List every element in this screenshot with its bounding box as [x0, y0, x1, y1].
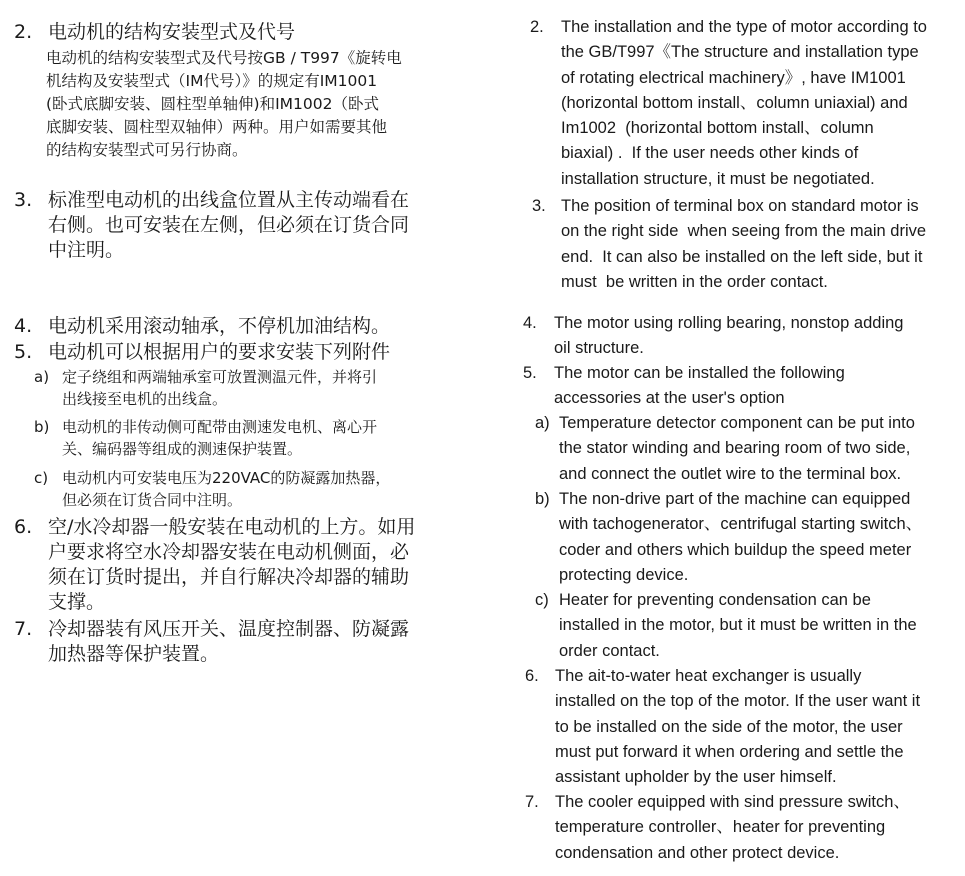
- en-item-5b-text: The non-drive part of the machine can equipped with tachogenerator、centrifugal starting switch、 coder and others which buildup the speed meter protecting device.: [559, 490, 923, 584]
- en-item-5a-letter: a): [535, 414, 550, 432]
- zh-item-5-text: 电动机可以根据用户的要求安装下列附件: [48, 341, 391, 363]
- zh-item-5b-letter: b): [34, 418, 50, 436]
- en-item-5a-text: Temperature detector component can be put into the stator winding and bearing room of two side, and connect the outlet wire to the terminal box.: [559, 414, 915, 483]
- zh-item-2-body-text: 电动机的结构安装型式及代号按GB / T997《旋转电 机结构及安装型式（IM代号）》的规定有IM1001 (卧式底脚安装、圆柱型单轴伸)和IM1002（卧式 底脚安装、圆柱型双轴伸）两种。用户如需要其他 的结构安装型式可另行协商。: [46, 49, 402, 159]
- zh-item-4-text: 电动机采用滚动轴承，不停机加油结构。: [48, 315, 391, 337]
- zh-item-2-number: 2.: [14, 21, 33, 43]
- en-item-4-text: The motor using rolling bearing, nonstop adding oil structure.: [554, 314, 904, 358]
- en-item-5b-letter: b): [535, 490, 550, 508]
- zh-item-2-title: 电动机的结构安装型式及代号: [48, 21, 296, 43]
- en-item-4-number: 4.: [523, 314, 537, 332]
- en-item-5c-letter: c): [535, 591, 549, 609]
- en-item-3-number: 3.: [532, 197, 546, 215]
- en-item-7-number: 7.: [525, 793, 539, 811]
- en-item-5-number: 5.: [523, 364, 537, 382]
- zh-item-7-number: 7.: [14, 618, 33, 640]
- en-item-6-number: 6.: [525, 667, 539, 685]
- zh-item-5c-text: 电动机内可安装电压为220VAC的防凝露加热器， 但必须在订货合同中注明。: [62, 469, 391, 509]
- en-item-3-text: The position of terminal box on standard motor is on the right side when seeing from the main drive end. It can also be installed on the left side, but it must be written in the order contact.: [561, 197, 927, 291]
- zh-item-5-number: 5.: [14, 341, 33, 363]
- zh-item-7-text: 冷却器装有风压开关、温度控制器、防凝露 加热器等保护装置。: [48, 618, 410, 665]
- en-item-6-text: The ait-to-water heat exchanger is usually installed on the top of the motor. If the user want it to be installed on the side of the motor, the user must put forward it when ordering and settle the assistant upholder by the user himself.: [555, 667, 921, 787]
- zh-item-5a-text: 定子绕组和两端轴承室可放置测温元件，并将引 出线接至电机的出线盒。: [62, 368, 378, 408]
- zh-item-5b-text: 电动机的非传动侧可配带由测速发电机、离心开 关、编码器等组成的测速保护装置。: [62, 418, 378, 458]
- en-item-2-number: 2.: [530, 18, 544, 36]
- zh-item-5c-letter: c): [34, 469, 49, 487]
- zh-item-3-text: 标准型电动机的出线盒位置从主传动端看在 右侧。也可安装在左侧，但必须在订货合同 中注明。: [48, 189, 410, 261]
- en-item-7-text: The cooler equipped with sind pressure switch、 temperature controller、heater for preventing condensation and other protect device.: [555, 793, 910, 862]
- en-item-5-text: The motor can be installed the following accessories at the user's option: [554, 364, 845, 408]
- zh-item-6-text: 空/水冷却器一般安装在电动机的上方。如用 户要求将空水冷却器安装在电动机侧面，必 须在订货时提出，并自行解决冷却器的辅助 支撑。: [48, 516, 416, 613]
- en-item-2-text: The installation and the type of motor according to the GB/T997《The structure and installation type of rotating electrical machinery》, have IM1001 (horizontal bottom install、column uniaxial) and Im1002 (horizontal bottom install、column biaxial) . If the user needs other kinds of installation structure, it must be negotiated.: [561, 18, 927, 188]
- en-item-5c-text: Heater for preventing condensation can be installed in the motor, but it must be written in the order contact.: [559, 591, 917, 660]
- zh-item-3-number: 3.: [14, 189, 33, 211]
- zh-item-4-number: 4.: [14, 315, 33, 337]
- zh-item-6-number: 6.: [14, 516, 33, 538]
- zh-item-5a-letter: a): [34, 368, 50, 386]
